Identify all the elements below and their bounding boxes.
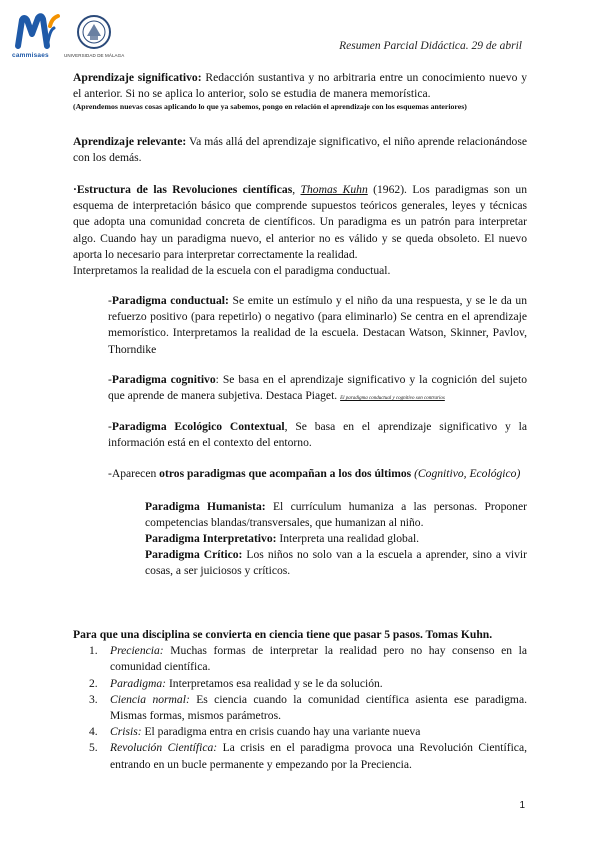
item-number: 1. xyxy=(89,644,98,658)
page-number: 1 xyxy=(519,800,525,811)
pasos-list xyxy=(73,643,527,773)
text: El currículum humaniza a las personas. Proponer competencias blandas/transversales, que humanizan al niño. xyxy=(145,500,527,530)
text: Interpreta una realidad global. xyxy=(276,532,420,545)
paragraph xyxy=(108,293,527,358)
tiny-note: El paradigma conductual y cognitivo son contrarios xyxy=(340,396,445,402)
paragraph xyxy=(145,547,527,579)
text: (1962). Los paradigmas son un esquema de interpretación básico que comprende supuestos teóricos generales, leyes y técnicas que adopta una comunidad concreta de científicos. Un paradigma es un patrón para interpretar algo. Cuando hay un paradigma nuevo, el anterior no es válido y se queda obsoleto. El nuevo aporta lo necesario para interpretar correctamente la realidad. xyxy=(73,183,528,261)
prefix: - xyxy=(108,294,112,307)
heading: Para que una disciplina se convierta en ciencia tiene que pasar 5 pasos. Tomas Kuhn. xyxy=(73,628,493,641)
section-conductual xyxy=(108,293,527,358)
list-item xyxy=(73,692,527,724)
list-item xyxy=(73,676,527,692)
text: Va más allá del aprendizaje significativo, el niño aprende relacionándose con los demás. xyxy=(73,135,527,165)
paragraph xyxy=(73,182,527,263)
section-pasos xyxy=(73,627,527,773)
text: Los niños no solo van a la escuela a aprender, sino a vivir cosas, a ser juiciosos y críticos. xyxy=(145,548,527,578)
list-item xyxy=(73,724,527,740)
paragraph xyxy=(108,466,527,482)
paragraph xyxy=(145,531,527,547)
text: Se emite un estímulo y el niño da una respuesta, y se le da un refuerzo positivo (para repetirlo) o negativo (para eliminarlo) Se centra en el aprendizaje memorístico. Interpretamos la realidad de la escuela. Destacan Watson, Skinner, Pavlov, Thorndike xyxy=(108,294,528,356)
item-number: 4. xyxy=(89,725,98,739)
paragraph xyxy=(73,134,527,166)
item-term: Preciencia: xyxy=(110,644,164,658)
item-text: El paradigma entra en crisis cuando hay una variante nueva xyxy=(141,725,421,739)
section-interpretativo xyxy=(145,531,527,547)
item-text: La crisis en el paradigma provoca una Revolución Científica, entrando en un bucle permanente y empezando por la Preciencia. xyxy=(110,741,527,771)
author-link[interactable]: Thomas Kuhn xyxy=(300,183,368,196)
text: Redacción sustantiva y no arbitraria entre un conocimiento nuevo y el anterior. Si no se aplica lo anterior, solo se estudia de manera memorística. xyxy=(73,71,527,101)
term: Paradigma Crítico: xyxy=(145,548,243,561)
item-term: Ciencia normal: xyxy=(110,692,190,706)
term: otros paradigmas que acompañan a los dos últimos xyxy=(159,467,412,480)
paragraph xyxy=(73,70,527,102)
paragraph xyxy=(108,372,527,407)
paragraph xyxy=(108,419,527,451)
section-critico xyxy=(145,547,527,579)
term: Paradigma Ecológico Contextual xyxy=(111,420,285,433)
item-term: Crisis: xyxy=(110,725,142,739)
section-ecologico xyxy=(108,419,527,451)
paragraph xyxy=(145,499,527,531)
university-seal xyxy=(76,14,112,50)
term: Paradigma Interpretativo: xyxy=(145,532,277,545)
cammisaes-logo xyxy=(14,12,60,50)
section-otros xyxy=(108,466,527,482)
pasos-heading xyxy=(73,627,527,643)
term: ·Estructura de las Revoluciones científicas xyxy=(73,183,293,196)
section-significativo xyxy=(73,70,527,112)
item-number: 2. xyxy=(89,676,98,690)
section-estructura xyxy=(73,182,527,263)
section-cognitivo xyxy=(108,372,527,407)
logo-left-text: cammisaes xyxy=(12,52,49,59)
section-relevante xyxy=(73,134,527,166)
note: (Aprendemos nuevas cosas aplicando lo que ya sabemos, pongo en relación el aprendizaje con los esquemas anteriores) xyxy=(73,102,467,112)
seal-icon xyxy=(76,14,112,50)
list-item xyxy=(73,740,527,772)
term: Paradigma Humanista: xyxy=(145,500,266,513)
term: Paradigma cognitivo xyxy=(111,373,216,386)
item-number: 3. xyxy=(89,692,98,706)
item-text: Muchas formas de interpretar la realidad pero no hay consenso en la comunidad científica. xyxy=(110,644,527,674)
prefix: - xyxy=(108,373,112,386)
item-term: Paradigma: xyxy=(110,676,167,690)
item-number: 5. xyxy=(89,741,98,755)
estructura-line2 xyxy=(73,263,527,279)
text: : Se basa en el aprendizaje significativo y la cognición del sujeto que aprende de manera subjetiva. Destaca Piaget. xyxy=(108,373,527,403)
logo-m-icon xyxy=(14,12,60,50)
item-term: Revolución Científica: xyxy=(110,741,218,755)
prefix: - xyxy=(108,420,112,433)
list-item xyxy=(73,643,527,675)
term: Aprendizaje relevante: xyxy=(73,135,187,148)
item-text: Interpretamos esa realidad y se le da solución. xyxy=(166,676,383,690)
text: , Se basa en el aprendizaje significativo y la información está en el contexto del entorno. xyxy=(108,420,527,450)
line: Interpretamos la realidad de la escuela con el paradigma conductual. xyxy=(73,264,391,277)
section-humanista xyxy=(145,499,527,531)
logo-right-text: UNIVERSIDAD DE MÁLAGA xyxy=(64,53,125,58)
page-header-title: Resumen Parcial Didáctica. 29 de abril xyxy=(339,40,522,52)
comma: , xyxy=(292,183,301,196)
italic: (Cognitivo, Ecológico) xyxy=(411,467,521,480)
prefix: -Aparecen xyxy=(108,467,160,480)
item-text: Es ciencia cuando la comunidad científica asienta ese paradigma. Mismas formas, mismos parámetros. xyxy=(110,692,527,723)
term: Aprendizaje significativo: xyxy=(73,71,202,84)
term: Paradigma conductual: xyxy=(111,294,229,307)
